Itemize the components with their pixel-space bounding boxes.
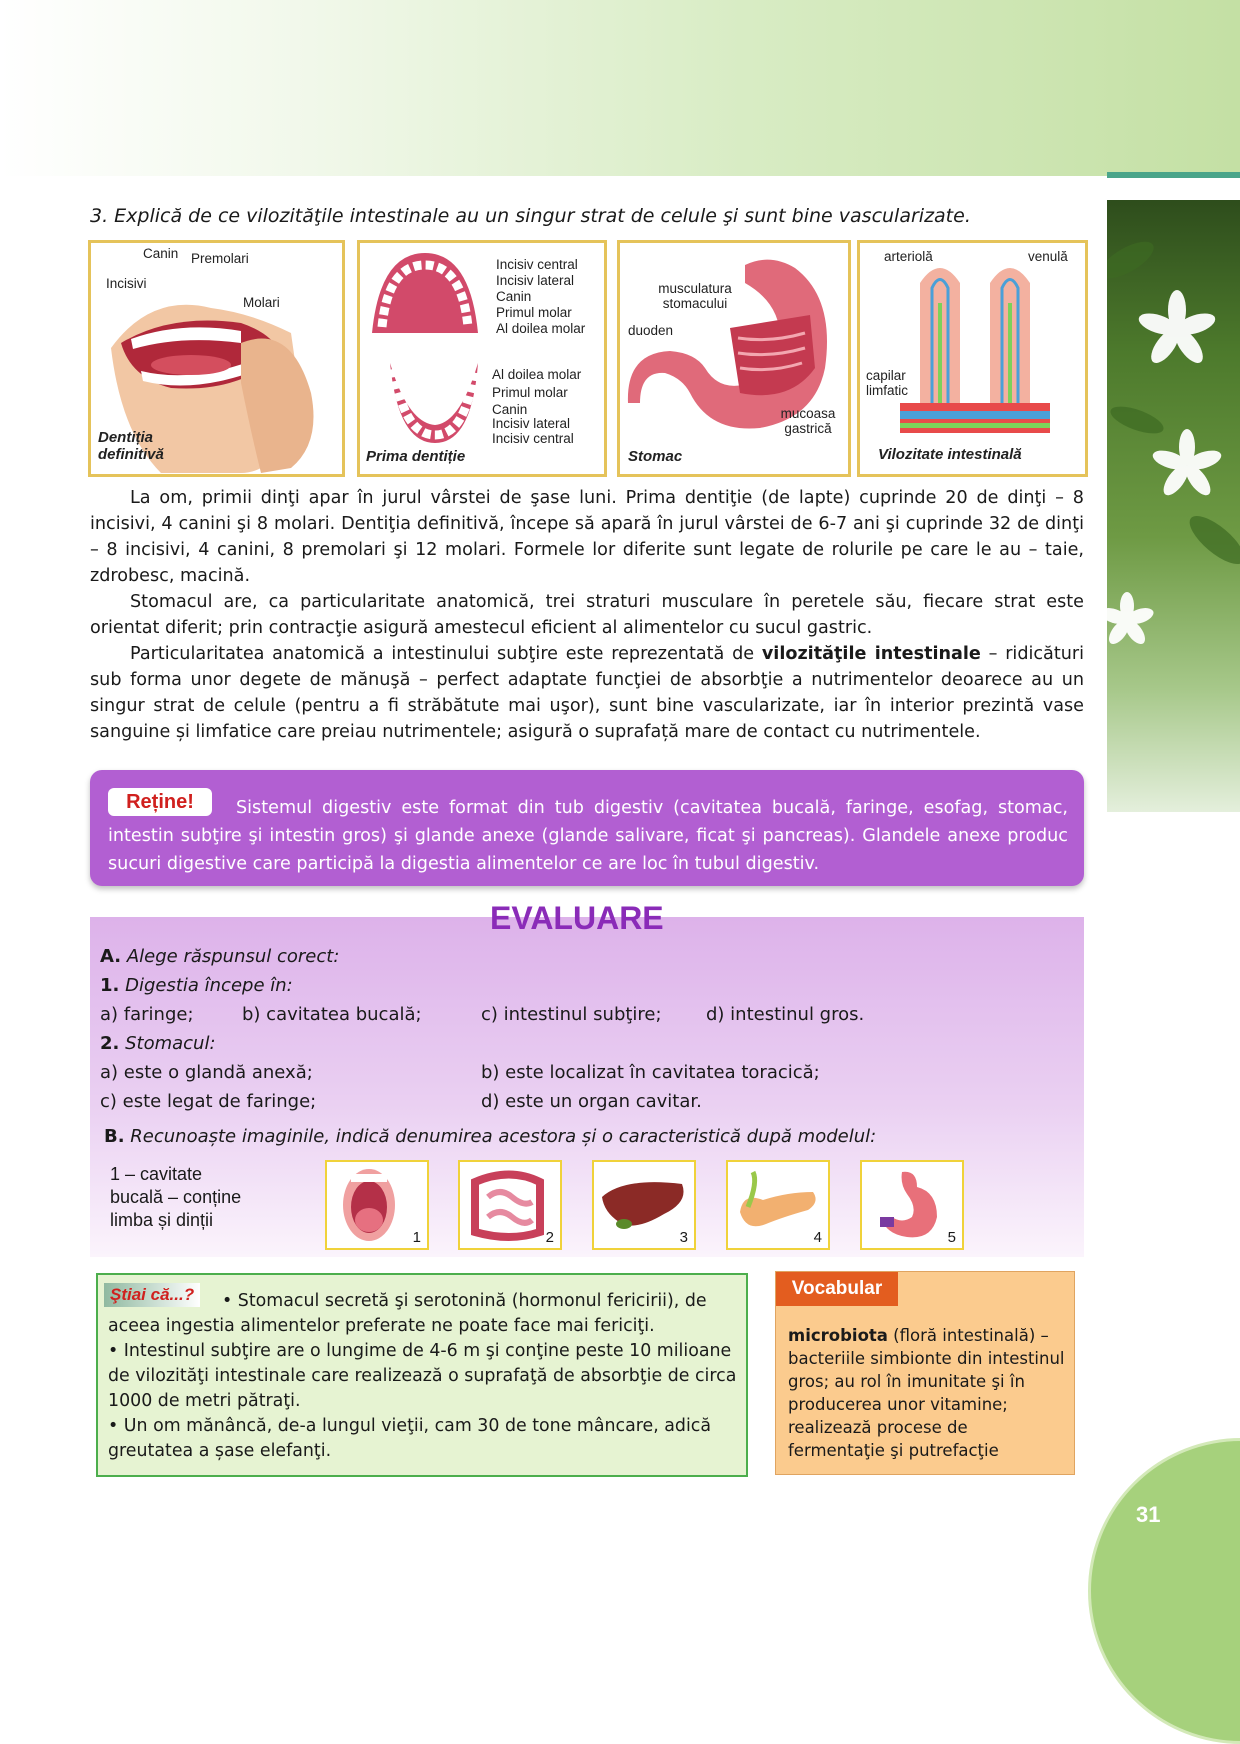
stiai-ca-box [96, 1273, 748, 1477]
q1-option-c[interactable]: c) intestinul subţire; [481, 1004, 662, 1025]
term-microbiota: microbiota [788, 1326, 888, 1345]
vocabular-tag: Vocabular [776, 1272, 898, 1306]
paragraph-teeth: La om, primii dinţi apar în jurul vârstei de şase luni. Prima dentiţie (de lapte) cuprinde 20 de dinţi – 8 incisivi, 4 canini şi 8 molari. Dentiţia definitivă, începe să apară în jurul vârstei de 6-7 ani şi cuprinde 32 de dinţi – 8 incisivi, 4 canini, 8 premolari şi 12 molari. Formele lor diferite sunt legate de rolurile pe care le au – taie, zdrobesc, macină. [90, 488, 1084, 586]
caption-dentitia-definitiva: Dentiția definitivă [98, 429, 164, 463]
page-corner [1088, 1438, 1240, 1744]
q2-option-c[interactable]: c) este legat de faringe; [100, 1091, 317, 1112]
label-duoden: duoden [628, 323, 674, 338]
jasmine-photo [1107, 200, 1240, 812]
label-incisiv-central-lower: Incisiv central [492, 431, 574, 446]
retine-tag: Reține! [108, 788, 212, 816]
stiai-tag: Ştiai că...? [104, 1283, 200, 1307]
label-mucoasa-gastrica: mucoasa gastrică [780, 406, 836, 436]
label-capilar-limfatic: capilar limfatic [866, 368, 909, 398]
label-venula: venulă [1028, 249, 1068, 264]
paragraph-stomach: Stomacul are, ca particularitate anatomică, trei straturi musculare în peretele său, fiecare strat este orientat diferit; prin contracţie asigură amestecul eficient al alimentelor cu sucul gastric. [90, 592, 1084, 638]
model-answer: 1 – cavitate bucală – conține limba și dinții [110, 1164, 242, 1230]
label-canin-lower: Canin [492, 402, 528, 417]
figure-permanent-teeth [88, 240, 345, 477]
q1-option-d[interactable]: d) intestinul gros. [706, 1004, 865, 1025]
label-canin-upper: Canin [496, 289, 532, 304]
thumb-intestine[interactable]: 2 [458, 1160, 562, 1250]
caption-stomac: Stomac [628, 448, 683, 465]
caption-prima-dentitie: Prima dentiție [366, 448, 466, 465]
label-primul-molar-lower: Primul molar [492, 385, 568, 400]
vocabular-text: microbiota (floră intestinală) – bacteriile simbionte din intestinul gros; au rol în imunitate şi în producerea unor vitamine; realizează procese de fermentaţie şi putrefacţie [788, 1326, 1065, 1460]
body-text [90, 485, 1084, 745]
header-rule [1107, 172, 1240, 178]
label-incisiv-central-upper: Incisiv central [496, 257, 578, 272]
thumb-liver[interactable]: 3 [592, 1160, 696, 1250]
thumb-pancreas[interactable]: 4 [726, 1160, 830, 1250]
label-arteriola: arteriolă [884, 249, 933, 264]
q2-option-a[interactable]: a) este o glandă anexă; [100, 1062, 313, 1083]
retine-text: Sistemul digestiv este format din tub digestiv (cavitatea bucală, faringe, esofag, stomac, intestin subţire şi intestin gros) şi glande anexe (glande salivare, ficat şi pancreas). Glandele anexe produc sucuri digestive care participă la digestia alimentelor ce are loc în tubul digestiv. [108, 798, 1068, 874]
villus-illustration [860, 243, 1085, 474]
thumb-stomach[interactable]: 5 [860, 1160, 964, 1250]
caption-vilozitate-intestinala: Vilozitate intestinală [878, 446, 1022, 463]
label-incisivi: Incisivi [106, 276, 147, 291]
figure-first-teeth [357, 240, 607, 477]
page-number: 31 [1136, 1502, 1161, 1527]
task-a: A. Alege răspunsul corect: [100, 946, 340, 967]
stomach-illustration [620, 243, 848, 474]
label-primul-molar-upper: Primul molar [496, 305, 572, 320]
label-musculatura-stomacului: musculatura stomacului [658, 281, 732, 311]
q1-option-a[interactable]: a) faringe; [100, 1004, 194, 1025]
figure-intestinal-villus [857, 240, 1088, 477]
label-canin: Canin [143, 246, 179, 261]
label-premolari: Premolari [191, 251, 249, 266]
stiai-text: • Stomacul secretă şi serotonină (hormonul fericirii), de aceea ingestia alimentelor preferate ne poate face mai fericiţi. • Intestinul subţire are o lungime de 4-6 m şi conţine peste 10 milioane de vilozităţi intestinale care realizează o suprafaţă de absorbţie de circa 1000 de metri pătraţi. • Un om mănâncă, de-a lungul vieţii, cam 30 de tone mâncare, adică greutatea a șase elefanţi. [108, 1291, 737, 1461]
label-molari: Molari [243, 295, 280, 310]
task-b: B. Recunoaște imaginile, indică denumirea acestora și o caracteristică după modelul: [104, 1126, 877, 1147]
label-al-doilea-molar-upper: Al doilea molar [496, 321, 586, 336]
term-vilozitatile-intestinale: vilozităţile intestinale [761, 644, 981, 664]
figure-stomach [617, 240, 851, 477]
label-al-doilea-molar-lower: Al doilea molar [492, 367, 582, 382]
vocabular-box [775, 1271, 1075, 1475]
q2-option-d[interactable]: d) este un organ cavitar. [481, 1091, 702, 1112]
retine-box [90, 770, 1084, 886]
label-incisiv-lateral-lower: Incisiv lateral [492, 416, 571, 431]
label-incisiv-lateral-upper: Incisiv lateral [496, 273, 575, 288]
q1-option-b[interactable]: b) cavitatea bucală; [242, 1004, 422, 1025]
header-band [0, 0, 1240, 176]
thumb-mouth[interactable]: 1 [325, 1160, 429, 1250]
question-3: 3. Explică de ce vilozităţile intestinale au un singur strat de celule şi sunt bine vascularizate. [90, 205, 971, 227]
question-1: 1. Digestia începe în: [100, 975, 293, 996]
paragraph-intestine: Particularitatea anatomică a intestinului subţire este reprezentată de vilozităţile intestinale – ridicături sub forma unor degete de mănuşă – perfect adaptate funcţiei de absorbţie a nutrimentelor deoarece au un singur strat de celule (pentru a fi străbătute mai uşor), sunt bine vascularizate, iar în interior prezintă vase sanguine și limfatice care preiau nutrimentele; asigură o suprafață mare de contact cu nutrimentele. [90, 644, 1084, 742]
evaluare-title: EVALUARE [490, 900, 664, 936]
question-2: 2. Stomacul: [100, 1033, 216, 1054]
q2-option-b[interactable]: b) este localizat în cavitatea toracică; [481, 1062, 820, 1083]
